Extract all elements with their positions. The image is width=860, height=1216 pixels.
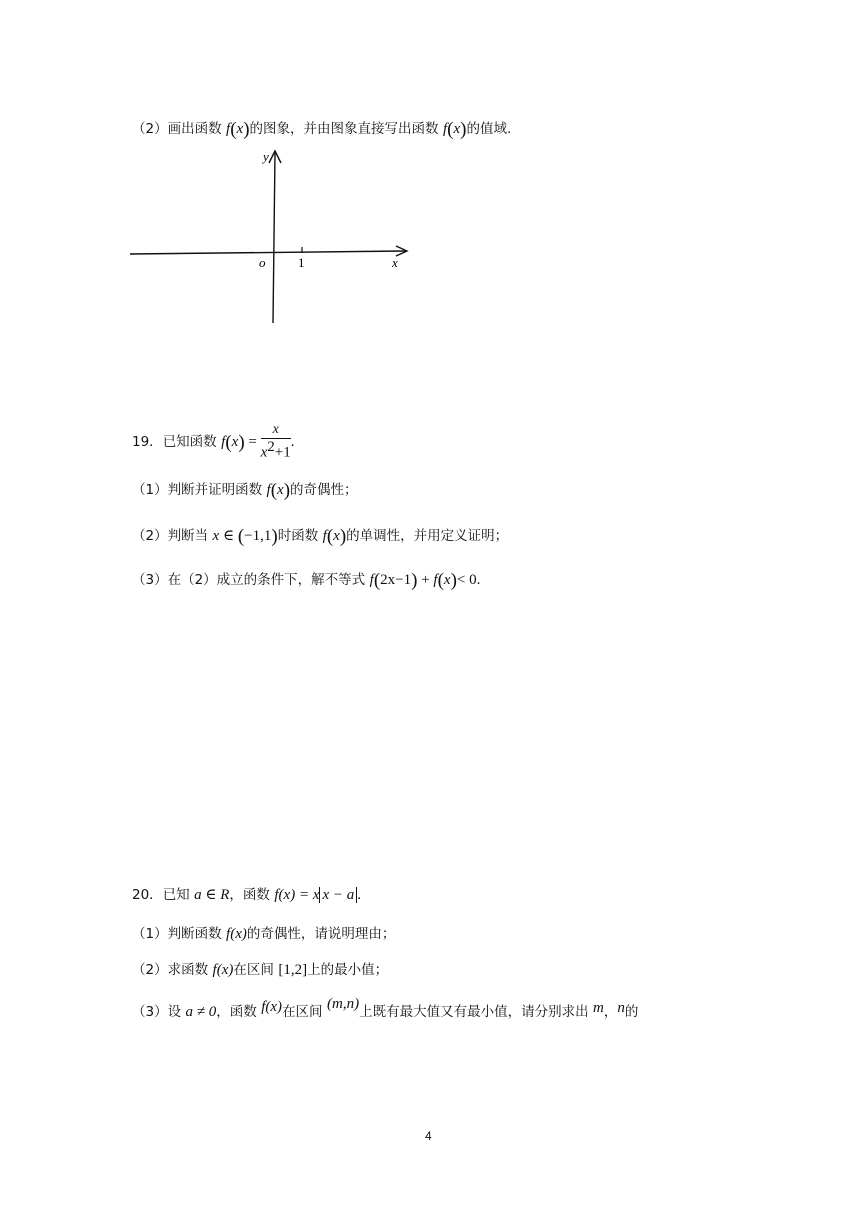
page-number: 4 xyxy=(425,1129,432,1143)
tick-label-1: 1 xyxy=(298,255,305,270)
y-axis xyxy=(273,153,275,323)
text: 画出函数 xyxy=(167,121,222,137)
x-axis xyxy=(130,251,405,254)
q20-part1: （1）判断函数 f(x)的奇偶性，请说明理由； xyxy=(132,926,396,942)
fraction: $\frac{x}{x^2+1}$ xyxy=(260,422,291,461)
function-f: f xyxy=(226,121,231,137)
q19-part1: （1）判断并证明函数 f(x)的奇偶性； xyxy=(132,480,358,501)
q20-part2: （2）求函数 f(x)在区间 [1,2]上的最小值； xyxy=(132,962,389,978)
text: 的值域. xyxy=(466,121,512,137)
q20-part3: （3）设 a ≠ 0，函数 f(x)在区间 (m,n)上既有最大值又有最小值，请分别求出 m，n的 xyxy=(132,996,639,1020)
question-number: 20． xyxy=(132,887,163,903)
question-number: 19． xyxy=(132,433,163,450)
q19-part3: （3）在（2）成立的条件下，解不等式 f(2x−1) + f(x)< 0. xyxy=(132,570,481,591)
q19-part2: （2）判断当 x ∈ (−1,1)时函数 f(x)的单调性，并用定义证明； xyxy=(132,526,509,547)
text: 已知函数 xyxy=(162,433,217,450)
q19-stem: 19．已知函数 f(x) = $\frac{x}{x^2+1}$ . xyxy=(132,422,295,461)
coordinate-axes-graph xyxy=(120,145,420,330)
y-axis-label: y xyxy=(263,149,269,164)
q18-part2-line: （2）画出函数 f(x)的图象，并由图象直接写出函数 f(x)的值域. xyxy=(132,119,512,140)
q20-stem: 20．已知 a ∈ R，函数 f(x) = x x − a . xyxy=(132,887,362,903)
part-label: （2） xyxy=(132,121,168,137)
origin-label: o xyxy=(259,255,266,270)
x-axis-label: x xyxy=(392,255,398,270)
text: 的图象，并由图象直接写出函数 xyxy=(249,121,439,137)
